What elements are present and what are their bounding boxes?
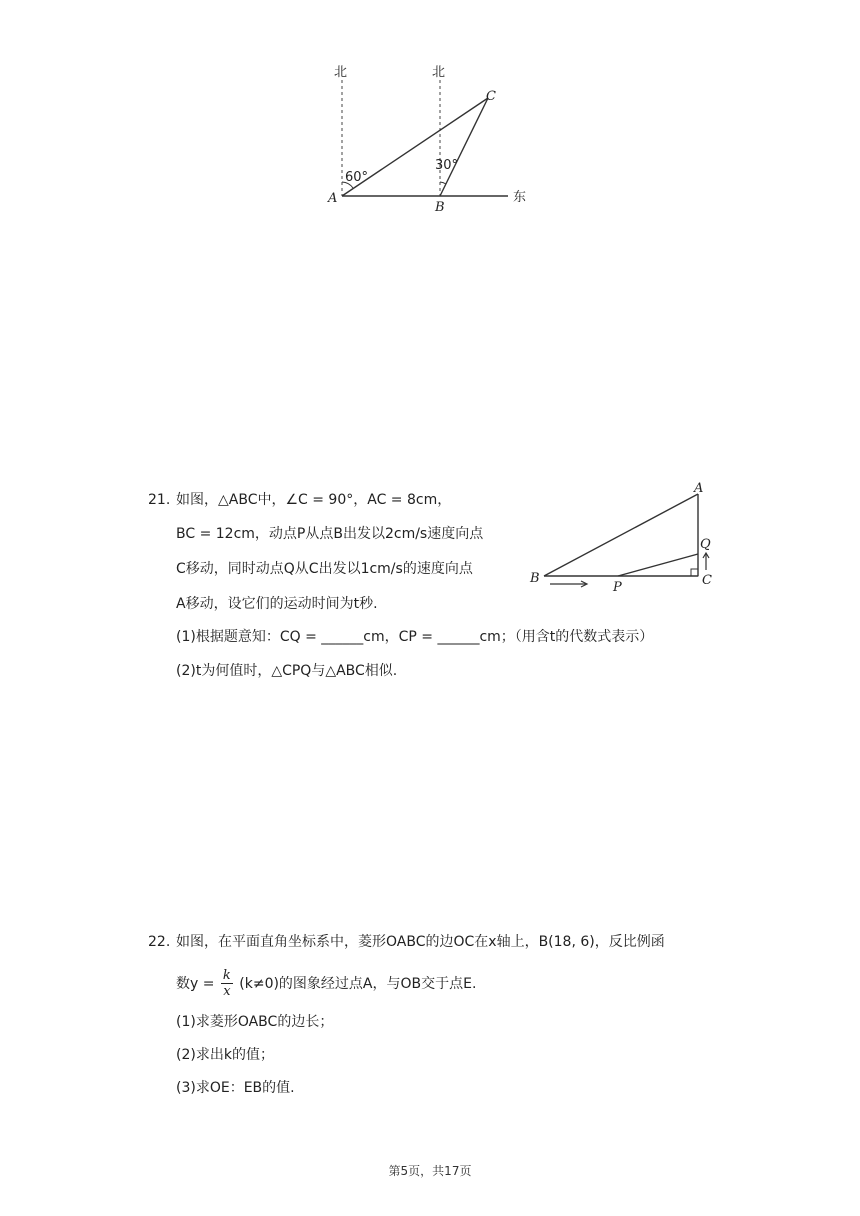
question-22-line-2-prefix: 数y = [176,975,215,992]
question-22-part-1: (1)求菱形OABC的边长； [176,1014,334,1030]
angle-arc-b [440,182,446,184]
point-label-b: B [435,200,445,215]
question-22-part-3: (3)求OE：EB的值. [176,1080,295,1096]
fraction-numerator: k [222,968,231,983]
right-angle-mark [691,569,698,576]
angle-label-60: 60° [345,170,369,185]
question-22-line-2 [176,968,476,1008]
segment-bc [440,98,488,196]
question-21-line-1: 如图，△ABC中，∠C = 90°，AC = 8cm， [176,492,452,508]
question-21-number: 21. [148,492,171,508]
question-21-part-1: (1)根据题意知：CQ = ______cm，CP = ______cm；（用含t的代数式表示） [176,629,654,645]
angle-label-30: 30° [435,158,459,173]
north-label-a: 北 [334,65,348,80]
point-label-a: A [328,191,338,206]
question-22-part-2: (2)求出k的值； [176,1047,274,1063]
bearing-figure [320,58,550,218]
point-label-c: C [486,89,496,104]
question-21-line-3: C移动，同时动点Q从C出发以1cm/s的速度向点 [176,561,473,577]
point-label-a: A [694,481,704,496]
east-label: 东 [513,190,527,205]
north-label-b: 北 [432,65,446,80]
point-label-q: Q [700,537,711,552]
triangle-figure [526,478,726,598]
segment-ab [544,494,698,576]
point-label-c: C [702,573,712,588]
question-22-number: 22. [148,934,171,950]
page-footer: 第5页，共17页 [388,1164,472,1178]
question-22-line-2-suffix: (k≠0)的图象经过点A，与OB交于点E. [239,975,477,992]
point-label-p: P [613,580,622,595]
question-22-line-1: 如图，在平面直角坐标系中，菱形OABC的边OC在x轴上，B(18, 6)，反比例函 [176,934,665,950]
question-21-part-2: (2)t为何值时，△CPQ与△ABC相似. [176,663,398,679]
segment-pq [618,554,698,576]
fraction-k-over-x [221,968,233,999]
fraction-denominator: x [223,984,231,999]
question-21-line-2: BC = 12cm，动点P从点B出发以2cm/s速度向点 [176,526,484,542]
point-label-b: B [530,571,540,586]
question-21-line-4: A移动，设它们的运动时间为t秒. [176,596,378,612]
